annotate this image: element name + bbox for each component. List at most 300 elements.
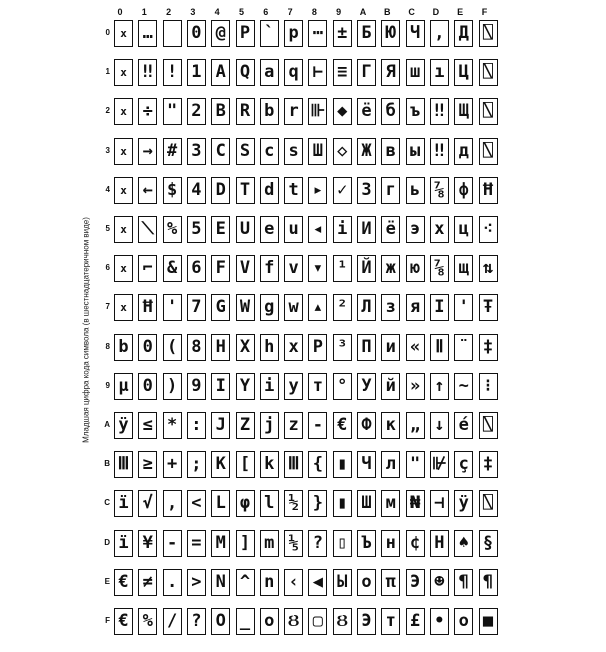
- glyph-cell: т: [381, 608, 400, 635]
- glyph-cell: e: [260, 216, 279, 243]
- glyph-cell: A: [211, 59, 230, 86]
- row-label: 3: [105, 145, 110, 155]
- glyph-cell: l: [260, 490, 279, 517]
- row-label: D: [104, 537, 110, 547]
- glyph-cell: z: [284, 412, 303, 439]
- glyph-cell: F: [211, 255, 230, 282]
- glyph-cell: 7: [187, 294, 206, 321]
- glyph-cell: ²: [333, 294, 352, 321]
- glyph-cell: П: [357, 334, 376, 361]
- glyph-cell: c: [260, 138, 279, 165]
- glyph-cell: Ж: [357, 138, 376, 165]
- glyph-cell: U: [236, 216, 255, 243]
- glyph-cell: в: [381, 138, 400, 165]
- glyph-cell: Л: [357, 294, 376, 321]
- table-row: [102, 412, 502, 440]
- glyph-cell: Ħ: [479, 177, 498, 204]
- glyph-cell: +: [163, 451, 182, 478]
- glyph-cell: 8: [187, 334, 206, 361]
- row-label: 6: [105, 263, 110, 273]
- column-header: 5: [238, 7, 244, 17]
- glyph-cell: Ю: [381, 20, 400, 47]
- glyph-cell: н: [381, 530, 400, 557]
- glyph-cell: ⟍: [138, 216, 157, 243]
- glyph-cell: ё: [357, 98, 376, 125]
- glyph-cell: ?: [308, 530, 327, 557]
- glyph-cell: ъ: [406, 98, 425, 125]
- glyph-cell: •: [430, 608, 449, 635]
- row-label: 0: [105, 28, 110, 37]
- glyph-cell: ←: [138, 177, 157, 204]
- glyph-cell: ↓: [430, 412, 449, 439]
- glyph-cell: 0: [138, 334, 157, 361]
- glyph-cell: Ⅲ: [114, 451, 133, 478]
- glyph-cell: {: [308, 451, 327, 478]
- glyph-cell: ı: [430, 59, 449, 86]
- row-label: 7: [105, 302, 110, 312]
- row-label: 9: [105, 380, 110, 390]
- glyph-cell: ь: [406, 177, 425, 204]
- glyph-cell: I: [211, 373, 230, 400]
- row-label: B: [104, 459, 110, 469]
- glyph-cell: >: [187, 569, 206, 596]
- glyph-cell: μ: [114, 373, 133, 400]
- glyph-cell: Z: [236, 412, 255, 439]
- glyph-cell: n: [260, 569, 279, 596]
- glyph-cell: з: [381, 294, 400, 321]
- glyph-cell: S: [236, 138, 255, 165]
- row-axis-label: [76, 80, 96, 580]
- glyph-cell: h: [260, 334, 279, 361]
- glyph-cell: Y: [236, 373, 255, 400]
- glyph-cell: s: [284, 138, 303, 165]
- glyph-cell: Ч: [357, 451, 376, 478]
- glyph-cell: ф: [454, 177, 473, 204]
- glyph-cell: x: [114, 294, 133, 321]
- glyph-cell: (: [163, 334, 182, 361]
- glyph-cell: й: [381, 373, 400, 400]
- glyph-cell: ÿ: [454, 490, 473, 517]
- table-row: [102, 294, 502, 322]
- glyph-cell: P: [236, 20, 255, 47]
- glyph-cell: .: [163, 569, 182, 596]
- glyph-cell: Б: [357, 20, 376, 47]
- glyph-cell: ç: [454, 451, 473, 478]
- glyph-cell: Ч: [406, 20, 425, 47]
- column-header: C: [408, 7, 415, 17]
- glyph-cell: B: [211, 98, 230, 125]
- glyph-cell: ‼: [430, 138, 449, 165]
- glyph-cell: b: [114, 334, 133, 361]
- glyph-cell: r: [284, 98, 303, 125]
- glyph-cell: 0: [138, 373, 157, 400]
- glyph-cell: ≤: [138, 412, 157, 439]
- glyph-cell: ₦: [406, 490, 425, 517]
- glyph-cell: ⍂: [479, 59, 498, 86]
- glyph-cell: x: [114, 59, 133, 86]
- glyph-cell: ±: [333, 20, 352, 47]
- glyph-cell: б: [381, 98, 400, 125]
- row-label: A: [104, 420, 110, 429]
- glyph-cell: ": [406, 451, 425, 478]
- row-label: F: [105, 616, 110, 625]
- glyph-cell: я: [406, 294, 425, 321]
- glyph-cell: ▮: [333, 451, 352, 478]
- glyph-cell: ]: [236, 530, 255, 557]
- glyph-cell: ⍂: [479, 138, 498, 165]
- glyph-cell: ≡: [333, 59, 352, 86]
- glyph-cell: o: [260, 608, 279, 635]
- glyph-cell: =: [187, 530, 206, 557]
- glyph-cell: ¶: [454, 569, 473, 596]
- glyph-cell: ): [163, 373, 182, 400]
- glyph-cell: £: [406, 608, 425, 635]
- table-row: [102, 20, 502, 48]
- glyph-cell: ,: [163, 490, 182, 517]
- glyph-cell: ³: [333, 334, 352, 361]
- glyph-cell: i: [260, 373, 279, 400]
- glyph-cell: ,: [430, 20, 449, 47]
- glyph-cell: ■: [479, 608, 498, 635]
- row-label: 5: [105, 224, 110, 233]
- glyph-cell: ¹: [333, 255, 352, 282]
- glyph-cell: «: [406, 334, 425, 361]
- glyph-cell: K: [211, 451, 230, 478]
- column-header: 9: [336, 7, 342, 17]
- glyph-cell: о: [357, 569, 376, 596]
- glyph-cell: x: [114, 20, 133, 47]
- glyph-cell: }: [308, 490, 327, 517]
- glyph-cell: ⊢: [308, 59, 327, 86]
- table-row: [102, 216, 502, 244]
- glyph-cell: ▴: [308, 294, 327, 321]
- glyph-cell: ': [163, 294, 182, 321]
- glyph-cell: ": [163, 98, 182, 125]
- glyph-cell: г: [381, 177, 400, 204]
- glyph-cell: ё: [381, 216, 400, 243]
- row-axis-label-text: Младшая цифра кода символа (в шестнадцатеричном виде): [81, 217, 91, 443]
- glyph-cell: ⁖: [479, 216, 498, 243]
- glyph-cell: -: [308, 412, 327, 439]
- glyph-cell: é: [454, 412, 473, 439]
- glyph-cell: Э: [357, 608, 376, 635]
- glyph-cell: €: [333, 412, 352, 439]
- glyph-cell: ⅞: [430, 177, 449, 204]
- glyph-cell: y: [284, 373, 303, 400]
- glyph-cell: 9: [187, 373, 206, 400]
- glyph-cell: X: [236, 334, 255, 361]
- glyph-cell: °: [333, 373, 352, 400]
- glyph-cell: ◂: [308, 216, 327, 243]
- glyph-cell: N: [211, 569, 230, 596]
- glyph-cell: G: [211, 294, 230, 321]
- glyph-cell: Щ: [454, 98, 473, 125]
- glyph-cell: ▯: [333, 530, 352, 557]
- glyph-cell: x: [114, 138, 133, 165]
- glyph-cell: ⌐: [138, 255, 157, 282]
- column-header: 7: [287, 7, 293, 17]
- glyph-cell: W: [236, 294, 255, 321]
- column-header: 3: [190, 7, 196, 17]
- glyph-cell: 1: [187, 59, 206, 86]
- glyph-cell: b: [260, 98, 279, 125]
- glyph-cell: ‼: [138, 59, 157, 86]
- glyph-cell: R: [236, 98, 255, 125]
- glyph-cell: ы: [406, 138, 425, 165]
- glyph-cell: ;: [187, 451, 206, 478]
- glyph-cell: Ш: [357, 490, 376, 517]
- glyph-cell: ï: [114, 530, 133, 557]
- glyph-cell: …: [138, 20, 157, 47]
- glyph-cell: %: [138, 608, 157, 635]
- glyph-cell: 5: [187, 216, 206, 243]
- glyph-cell: щ: [454, 255, 473, 282]
- row-label: E: [104, 576, 110, 586]
- glyph-cell: ⇅: [479, 255, 498, 282]
- glyph-cell: ж: [381, 255, 400, 282]
- glyph-cell: ÿ: [114, 412, 133, 439]
- glyph-cell: ▮: [333, 490, 352, 517]
- glyph-cell: f: [260, 255, 279, 282]
- glyph-cell: w: [284, 294, 303, 321]
- glyph-cell: M: [211, 530, 230, 557]
- glyph-cell: O: [211, 608, 230, 635]
- glyph-cell: Ħ: [138, 294, 157, 321]
- glyph-cell: i: [333, 216, 352, 243]
- glyph-cell: t: [284, 177, 303, 204]
- column-header: E: [457, 7, 464, 17]
- glyph-cell: L: [211, 490, 230, 517]
- glyph-cell: Д: [454, 20, 473, 47]
- glyph-cell: J: [211, 412, 230, 439]
- glyph-cell: u: [284, 216, 303, 243]
- glyph-cell: ‡: [479, 451, 498, 478]
- glyph-cell: ^: [236, 569, 255, 596]
- glyph-cell: @: [211, 20, 230, 47]
- table-row: [102, 138, 502, 166]
- column-header-row: [106, 7, 496, 19]
- glyph-cell: d: [260, 177, 279, 204]
- glyph-cell: ⅞: [430, 255, 449, 282]
- glyph-cell: ‡: [479, 334, 498, 361]
- glyph-cell: €: [114, 608, 133, 635]
- glyph-cell: 2: [187, 98, 206, 125]
- glyph-cell: ⍂: [479, 412, 498, 439]
- glyph-cell: Ъ: [357, 530, 376, 557]
- glyph-cell: ': [454, 294, 473, 321]
- glyph-cell: Ⅱ: [430, 334, 449, 361]
- column-header: 2: [166, 7, 172, 17]
- glyph-cell: ☻: [430, 569, 449, 596]
- table-row: [102, 177, 502, 205]
- table-row: [102, 451, 502, 479]
- glyph-cell: #: [163, 138, 182, 165]
- table-row: [102, 608, 502, 636]
- glyph-cell: Г: [357, 59, 376, 86]
- glyph-cell: *: [163, 412, 182, 439]
- glyph-cell: ?: [187, 608, 206, 635]
- glyph-cell: 0: [187, 20, 206, 47]
- glyph-cell: D: [211, 177, 230, 204]
- glyph-cell: x: [430, 216, 449, 243]
- glyph-cell: ‹: [284, 569, 303, 596]
- column-header: 1: [141, 7, 147, 17]
- glyph-cell: ⊪: [308, 98, 327, 125]
- column-header: D: [432, 7, 440, 17]
- table-row: [102, 98, 502, 126]
- glyph-cell: Э: [406, 569, 425, 596]
- table-row: [102, 373, 502, 401]
- glyph-cell: ю: [406, 255, 425, 282]
- glyph-cell: Ŧ: [479, 294, 498, 321]
- glyph-cell: ≥: [138, 451, 157, 478]
- row-label: C: [104, 498, 110, 508]
- glyph-cell: :: [187, 412, 206, 439]
- glyph-cell: x: [114, 255, 133, 282]
- glyph-cell: д: [454, 138, 473, 165]
- glyph-cell: !: [163, 59, 182, 86]
- row-label: 8: [105, 341, 110, 351]
- column-header: 4: [214, 7, 220, 17]
- glyph-cell: Ы: [333, 569, 352, 596]
- glyph-cell: ½: [284, 490, 303, 517]
- glyph-cell: ≠: [138, 569, 157, 596]
- glyph-cell: j: [260, 412, 279, 439]
- glyph-cell: _: [236, 608, 255, 635]
- glyph-cell: ⋯: [308, 20, 327, 47]
- glyph-cell: Я: [381, 59, 400, 86]
- glyph-cell: Ф: [357, 412, 376, 439]
- glyph-cell: x: [114, 177, 133, 204]
- glyph-cell: м: [381, 490, 400, 517]
- glyph-cell: Ȣ: [284, 608, 303, 635]
- glyph-cell: л: [381, 451, 400, 478]
- glyph-cell: ⍂: [479, 490, 498, 517]
- glyph-cell: [163, 20, 182, 47]
- glyph-cell: ш: [406, 59, 425, 86]
- glyph-cell: И: [357, 216, 376, 243]
- glyph-cell: ~: [454, 373, 473, 400]
- table-row: [102, 530, 502, 558]
- glyph-cell: ↑: [430, 373, 449, 400]
- glyph-cell: -: [163, 530, 182, 557]
- table-row: [102, 59, 502, 87]
- glyph-cell: ⊣: [430, 490, 449, 517]
- column-header: B: [384, 7, 391, 17]
- glyph-cell: ¢: [406, 530, 425, 557]
- glyph-cell: ◀: [308, 569, 327, 596]
- column-header: F: [481, 7, 488, 17]
- table-row: [102, 490, 502, 518]
- table-row: [102, 255, 502, 283]
- glyph-cell: →: [138, 138, 157, 165]
- glyph-cell: и: [381, 334, 400, 361]
- glyph-cell: ▢: [308, 608, 327, 635]
- glyph-cell: ¨: [454, 334, 473, 361]
- glyph-cell: Ц: [454, 59, 473, 86]
- row-label: 4: [105, 184, 110, 194]
- table-row: [102, 334, 502, 362]
- glyph-cell: C: [211, 138, 230, 165]
- glyph-cell: $: [163, 177, 182, 204]
- glyph-cell: I: [430, 294, 449, 321]
- glyph-cell: ⅕: [284, 530, 303, 557]
- glyph-cell: π: [381, 569, 400, 596]
- glyph-cell: φ: [236, 490, 255, 517]
- glyph-cell: x: [114, 98, 133, 125]
- glyph-cell: ÷: [138, 98, 157, 125]
- glyph-cell: ♠: [454, 530, 473, 557]
- glyph-cell: q: [284, 59, 303, 86]
- glyph-cell: т: [308, 373, 327, 400]
- glyph-cell: P: [308, 334, 327, 361]
- row-label: 1: [105, 67, 110, 77]
- glyph-cell: 4: [187, 177, 206, 204]
- glyph-cell: э: [406, 216, 425, 243]
- column-header: 8: [311, 7, 317, 17]
- glyph-cell: Ȣ: [333, 608, 352, 635]
- glyph-cell: ✓: [333, 177, 352, 204]
- glyph-cell: ‼: [430, 98, 449, 125]
- glyph-cell: x: [284, 334, 303, 361]
- glyph-cell: p: [284, 20, 303, 47]
- glyph-cell: Q: [236, 59, 255, 86]
- glyph-cell: x: [114, 216, 133, 243]
- glyph-cell: ц: [454, 216, 473, 243]
- glyph-cell: ⁝: [479, 373, 498, 400]
- glyph-cell: k: [260, 451, 279, 478]
- glyph-cell: &: [163, 255, 182, 282]
- glyph-cell: H: [430, 530, 449, 557]
- glyph-cell: `: [260, 20, 279, 47]
- glyph-cell: 3: [187, 138, 206, 165]
- glyph-cell: ▾: [308, 255, 327, 282]
- column-header: A: [359, 7, 367, 17]
- glyph-cell: T: [236, 177, 255, 204]
- glyph-cell: H: [211, 334, 230, 361]
- glyph-cell: ¥: [138, 530, 157, 557]
- glyph-cell: ⍂: [479, 20, 498, 47]
- glyph-cell: √: [138, 490, 157, 517]
- table-row: [102, 569, 502, 597]
- glyph-cell: ¶: [479, 569, 498, 596]
- glyph-cell: Ш: [308, 138, 327, 165]
- glyph-cell: 6: [187, 255, 206, 282]
- glyph-cell: ▸: [308, 177, 327, 204]
- glyph-cell: ⍂: [479, 98, 498, 125]
- glyph-cell: v: [284, 255, 303, 282]
- glyph-cell: »: [406, 373, 425, 400]
- glyph-cell: o: [454, 608, 473, 635]
- glyph-cell: Й: [357, 255, 376, 282]
- glyph-cell: ◇: [333, 138, 352, 165]
- glyph-cell: [: [236, 451, 255, 478]
- glyph-cell: <: [187, 490, 206, 517]
- glyph-cell: g: [260, 294, 279, 321]
- glyph-cell: ï: [114, 490, 133, 517]
- glyph-cell: /: [163, 608, 182, 635]
- glyph-cell: m: [260, 530, 279, 557]
- row-label: 2: [105, 106, 110, 116]
- column-header: 6: [263, 7, 269, 17]
- glyph-cell: Ⅲ: [284, 451, 303, 478]
- glyph-cell: ⊮: [430, 451, 449, 478]
- column-header: 0: [117, 7, 123, 17]
- glyph-cell: З: [357, 177, 376, 204]
- glyph-cell: ◆: [333, 98, 352, 125]
- glyph-cell: §: [479, 530, 498, 557]
- glyph-cell: a: [260, 59, 279, 86]
